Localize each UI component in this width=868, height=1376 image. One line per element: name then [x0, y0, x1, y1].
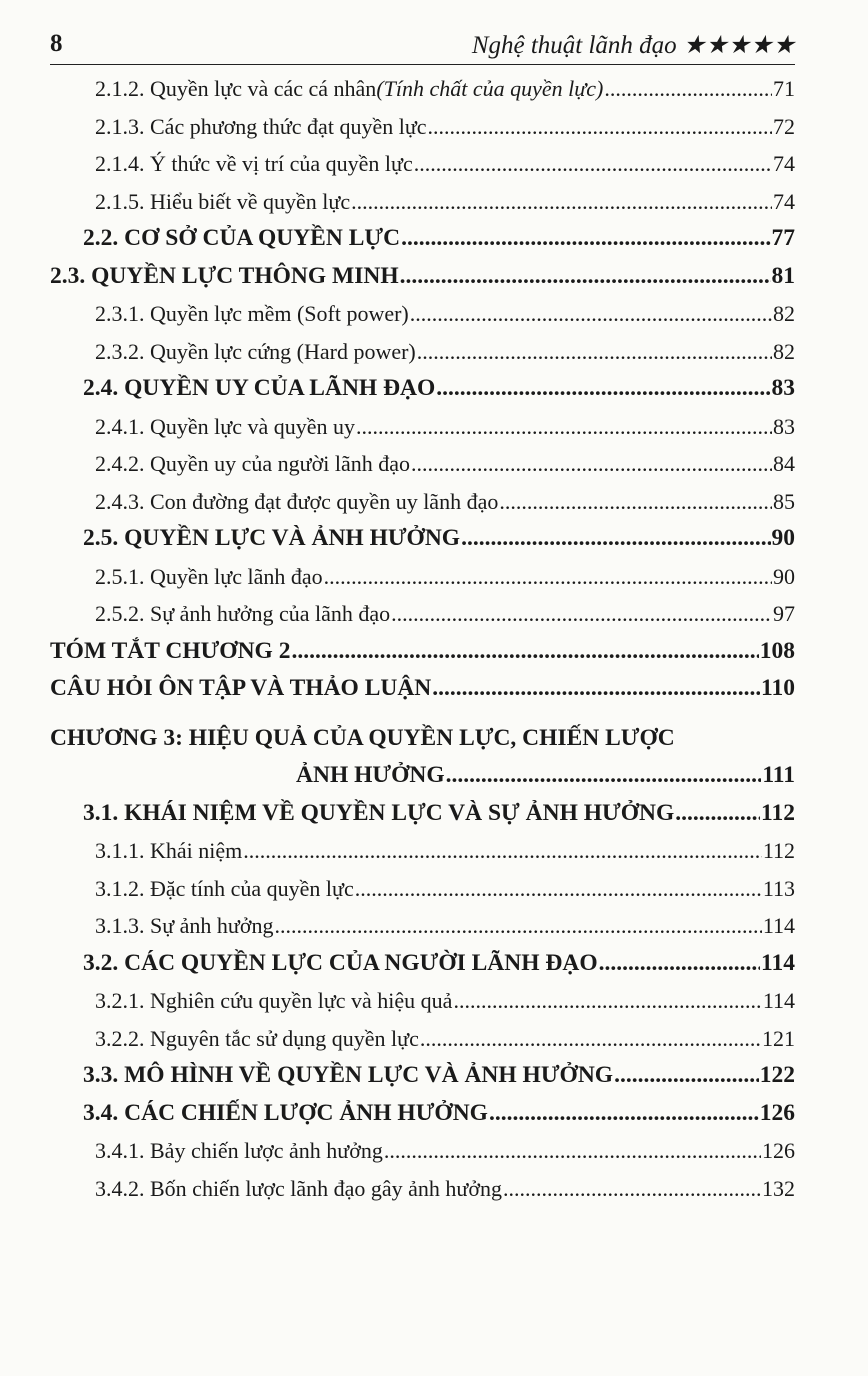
- toc-entry-page: 112: [762, 838, 795, 863]
- toc-entry-title: 3.1.3. Sự ảnh hưởng: [95, 913, 274, 938]
- dot-leader: [420, 1020, 761, 1058]
- toc-entry-page: 82: [773, 301, 795, 326]
- toc-entry-page: 72: [773, 113, 795, 139]
- toc-entry-2-1-3[interactable]: [50, 108, 795, 146]
- toc-entry-title: 3.2.2. Nguyên tắc sử dụng quyền lực: [95, 1025, 419, 1051]
- toc-entry-title: 2.4. QUYỀN UY CỦA LÃNH ĐẠO: [83, 375, 436, 401]
- dot-leader: [400, 258, 771, 296]
- dot-leader: [411, 445, 772, 483]
- toc-entry-3-4-1[interactable]: [50, 1132, 795, 1170]
- toc-entry-page: 122: [759, 1062, 795, 1088]
- toc-entry-title: 2.5.1. Quyền lực lãnh đạo: [95, 563, 323, 589]
- toc-entry-page: 90: [773, 563, 795, 589]
- toc-entry-page: 71: [773, 76, 795, 101]
- toc-entry-title: 3.2.1. Nghiên cứu quyền lực và hiệu quả: [95, 988, 453, 1013]
- dot-leader: [432, 670, 760, 708]
- toc-entry-2-5[interactable]: [50, 520, 795, 558]
- toc-entry-2-5-2[interactable]: [50, 595, 795, 633]
- toc-entry-title: CÂU HỎI ÔN TẬP VÀ THẢO LUẬN: [50, 675, 432, 701]
- toc-entry-3-1[interactable]: [50, 795, 795, 833]
- toc-entry-title: 2.4.3. Con đường đạt được quyền uy lãnh đạo: [95, 488, 499, 514]
- dot-leader: [446, 757, 762, 795]
- toc-entry-page: 84: [773, 451, 795, 476]
- dot-leader: [274, 907, 761, 945]
- toc-entry-title: 3.4.2. Bốn chiến lược lãnh đạo gây ảnh hưởng: [95, 1175, 502, 1201]
- dot-leader: [489, 1095, 759, 1133]
- toc-entry-2-3-1[interactable]: [50, 295, 795, 333]
- toc-entry-page: 83: [773, 413, 795, 439]
- toc-entry-title: 2.1.4. Ý thức về vị trí của quyền lực: [95, 151, 413, 176]
- dot-leader: [436, 370, 770, 408]
- toc-entry-page: 81: [771, 262, 795, 289]
- toc-entry-title: ẢNH HƯỞNG: [296, 762, 445, 788]
- toc-entry-page: 90: [771, 525, 795, 551]
- toc-entry-title-italic: (Tính chất của quyền lực): [376, 76, 604, 101]
- dot-leader: [453, 982, 761, 1020]
- toc-entry-title: 2.3.2. Quyền lực cứng (Hard power): [95, 338, 416, 364]
- toc-entry-page: 126: [762, 1138, 795, 1163]
- toc-entry-title: 2.3.1. Quyền lực mềm (Soft power): [95, 301, 409, 326]
- toc-entry-page: 113: [762, 875, 795, 901]
- toc-entry-2-2[interactable]: [50, 220, 795, 258]
- dot-leader: [356, 408, 772, 446]
- toc-entry-title: 2.1.2. Quyền lực và các cá nhân: [95, 76, 377, 101]
- dot-leader: [324, 558, 772, 596]
- toc-entry-3-2-2[interactable]: [50, 1020, 795, 1058]
- toc-entry-page: 77: [771, 225, 795, 251]
- table-of-contents: [50, 70, 795, 1207]
- toc-entry-title: 3.1.1. Khái niệm: [95, 838, 243, 863]
- dot-leader: [417, 333, 772, 371]
- dot-leader: [614, 1057, 759, 1095]
- dot-leader: [599, 945, 760, 983]
- toc-entry-title: 3.4.1. Bảy chiến lược ảnh hưởng: [95, 1138, 383, 1163]
- toc-entry-3-1-2[interactable]: [50, 870, 795, 908]
- toc-entry-title: 2.1.3. Các phương thức đạt quyền lực: [95, 113, 427, 139]
- toc-entry-2-4-1[interactable]: [50, 408, 795, 446]
- toc-entry-page: 97: [773, 601, 795, 626]
- toc-entry-3-1-1[interactable]: [50, 832, 795, 870]
- toc-entry-2-3-2[interactable]: [50, 333, 795, 371]
- toc-entry-title: 3.1. KHÁI NIỆM VỀ QUYỀN LỰC VÀ SỰ ẢNH HƯỞNG: [83, 799, 675, 826]
- toc-entry-3-1-3[interactable]: [50, 907, 795, 945]
- toc-entry-3-4-2[interactable]: [50, 1170, 795, 1208]
- toc-entry-2-4-2[interactable]: [50, 445, 795, 483]
- dot-leader: [351, 183, 772, 221]
- toc-entry-2-1-2[interactable]: [50, 70, 795, 108]
- toc-entry-page: 111: [762, 762, 795, 788]
- toc-entry-title: 2.5.2. Sự ảnh hưởng của lãnh đạo: [95, 601, 391, 626]
- toc-entry-title: 2.1.5. Hiểu biết về quyền lực: [95, 188, 351, 214]
- toc-entry-title: 3.3. MÔ HÌNH VỀ QUYỀN LỰC VÀ ẢNH HƯỞNG: [83, 1062, 614, 1088]
- dot-leader: [675, 795, 760, 833]
- dot-leader: [384, 1132, 761, 1170]
- dot-leader: [401, 220, 770, 258]
- toc-entry-summary-chapter-2[interactable]: [50, 633, 795, 671]
- dot-leader: [428, 108, 772, 146]
- chapter-3-heading[interactable]: CHƯƠNG 3: HIỆU QUẢ CỦA QUYỀN LỰC, CHIẾN LƯỢC: [50, 724, 675, 751]
- dot-leader: [291, 633, 758, 671]
- toc-entry-title: 3.1.2. Đặc tính của quyền lực: [95, 875, 354, 901]
- toc-entry-page: 132: [762, 1175, 795, 1201]
- toc-entry-3-2[interactable]: [50, 945, 795, 983]
- toc-entry-2-4-3[interactable]: [50, 483, 795, 521]
- toc-entry-title: 2.4.1. Quyền lực và quyền uy: [95, 413, 355, 439]
- toc-entry-3-2-1[interactable]: [50, 982, 795, 1020]
- toc-entry-title: 2.3. QUYỀN LỰC THÔNG MINH: [50, 262, 399, 289]
- toc-entry-page: 108: [759, 637, 795, 664]
- toc-entry-page: 126: [759, 1099, 795, 1126]
- toc-entry-2-1-4[interactable]: [50, 145, 795, 183]
- toc-entry-page: 74: [773, 151, 795, 176]
- dot-leader: [355, 870, 762, 908]
- dot-leader: [391, 595, 772, 633]
- toc-entry-page: 83: [771, 375, 795, 401]
- toc-entry-page: 110: [761, 675, 795, 701]
- dot-leader: [410, 295, 772, 333]
- toc-entry-page: 114: [761, 949, 795, 976]
- toc-entry-page: 74: [773, 188, 795, 214]
- toc-entry-page: 114: [762, 913, 795, 938]
- toc-entry-3-4[interactable]: [50, 1095, 795, 1133]
- toc-entry-3-3[interactable]: [50, 1057, 795, 1095]
- toc-entry-chapter-3[interactable]: [50, 757, 795, 795]
- dot-leader: [499, 483, 772, 521]
- dot-leader: [604, 70, 772, 108]
- dot-leader: [503, 1170, 761, 1208]
- dot-leader: [414, 145, 772, 183]
- page-number: 8: [50, 30, 63, 57]
- toc-entry-page: 112: [761, 799, 795, 826]
- dot-leader: [461, 520, 770, 558]
- toc-entry-page: 82: [773, 338, 795, 364]
- toc-entry-2-1-5[interactable]: [50, 183, 795, 221]
- toc-entry-2-3[interactable]: [50, 258, 795, 296]
- toc-entry-title: TÓM TẮT CHƯƠNG 2: [50, 637, 291, 664]
- toc-entry-page: 85: [773, 488, 795, 514]
- toc-entry-title: 2.4.2. Quyền uy của người lãnh đạo: [95, 451, 410, 476]
- toc-entry-2-5-1[interactable]: [50, 558, 795, 596]
- running-title: Nghệ thuật lãnh đạo ★★★★★: [471, 32, 795, 59]
- toc-entry-title: 2.2. CƠ SỞ CỦA QUYỀN LỰC: [83, 225, 401, 251]
- section-gap: [50, 708, 795, 714]
- toc-entry-title: 2.5. QUYỀN LỰC VÀ ẢNH HƯỞNG: [83, 525, 461, 551]
- toc-entry-2-4[interactable]: [50, 370, 795, 408]
- dot-leader: [243, 832, 762, 870]
- toc-entry-page: 114: [762, 988, 795, 1013]
- page-header: [50, 30, 795, 65]
- toc-entry-title: 3.2. CÁC QUYỀN LỰC CỦA NGƯỜI LÃNH ĐẠO: [83, 949, 598, 976]
- toc-entry-review-questions[interactable]: [50, 670, 795, 708]
- toc-entry-title: 3.4. CÁC CHIẾN LƯỢC ẢNH HƯỞNG: [83, 1099, 488, 1126]
- toc-entry-page: 121: [762, 1025, 795, 1051]
